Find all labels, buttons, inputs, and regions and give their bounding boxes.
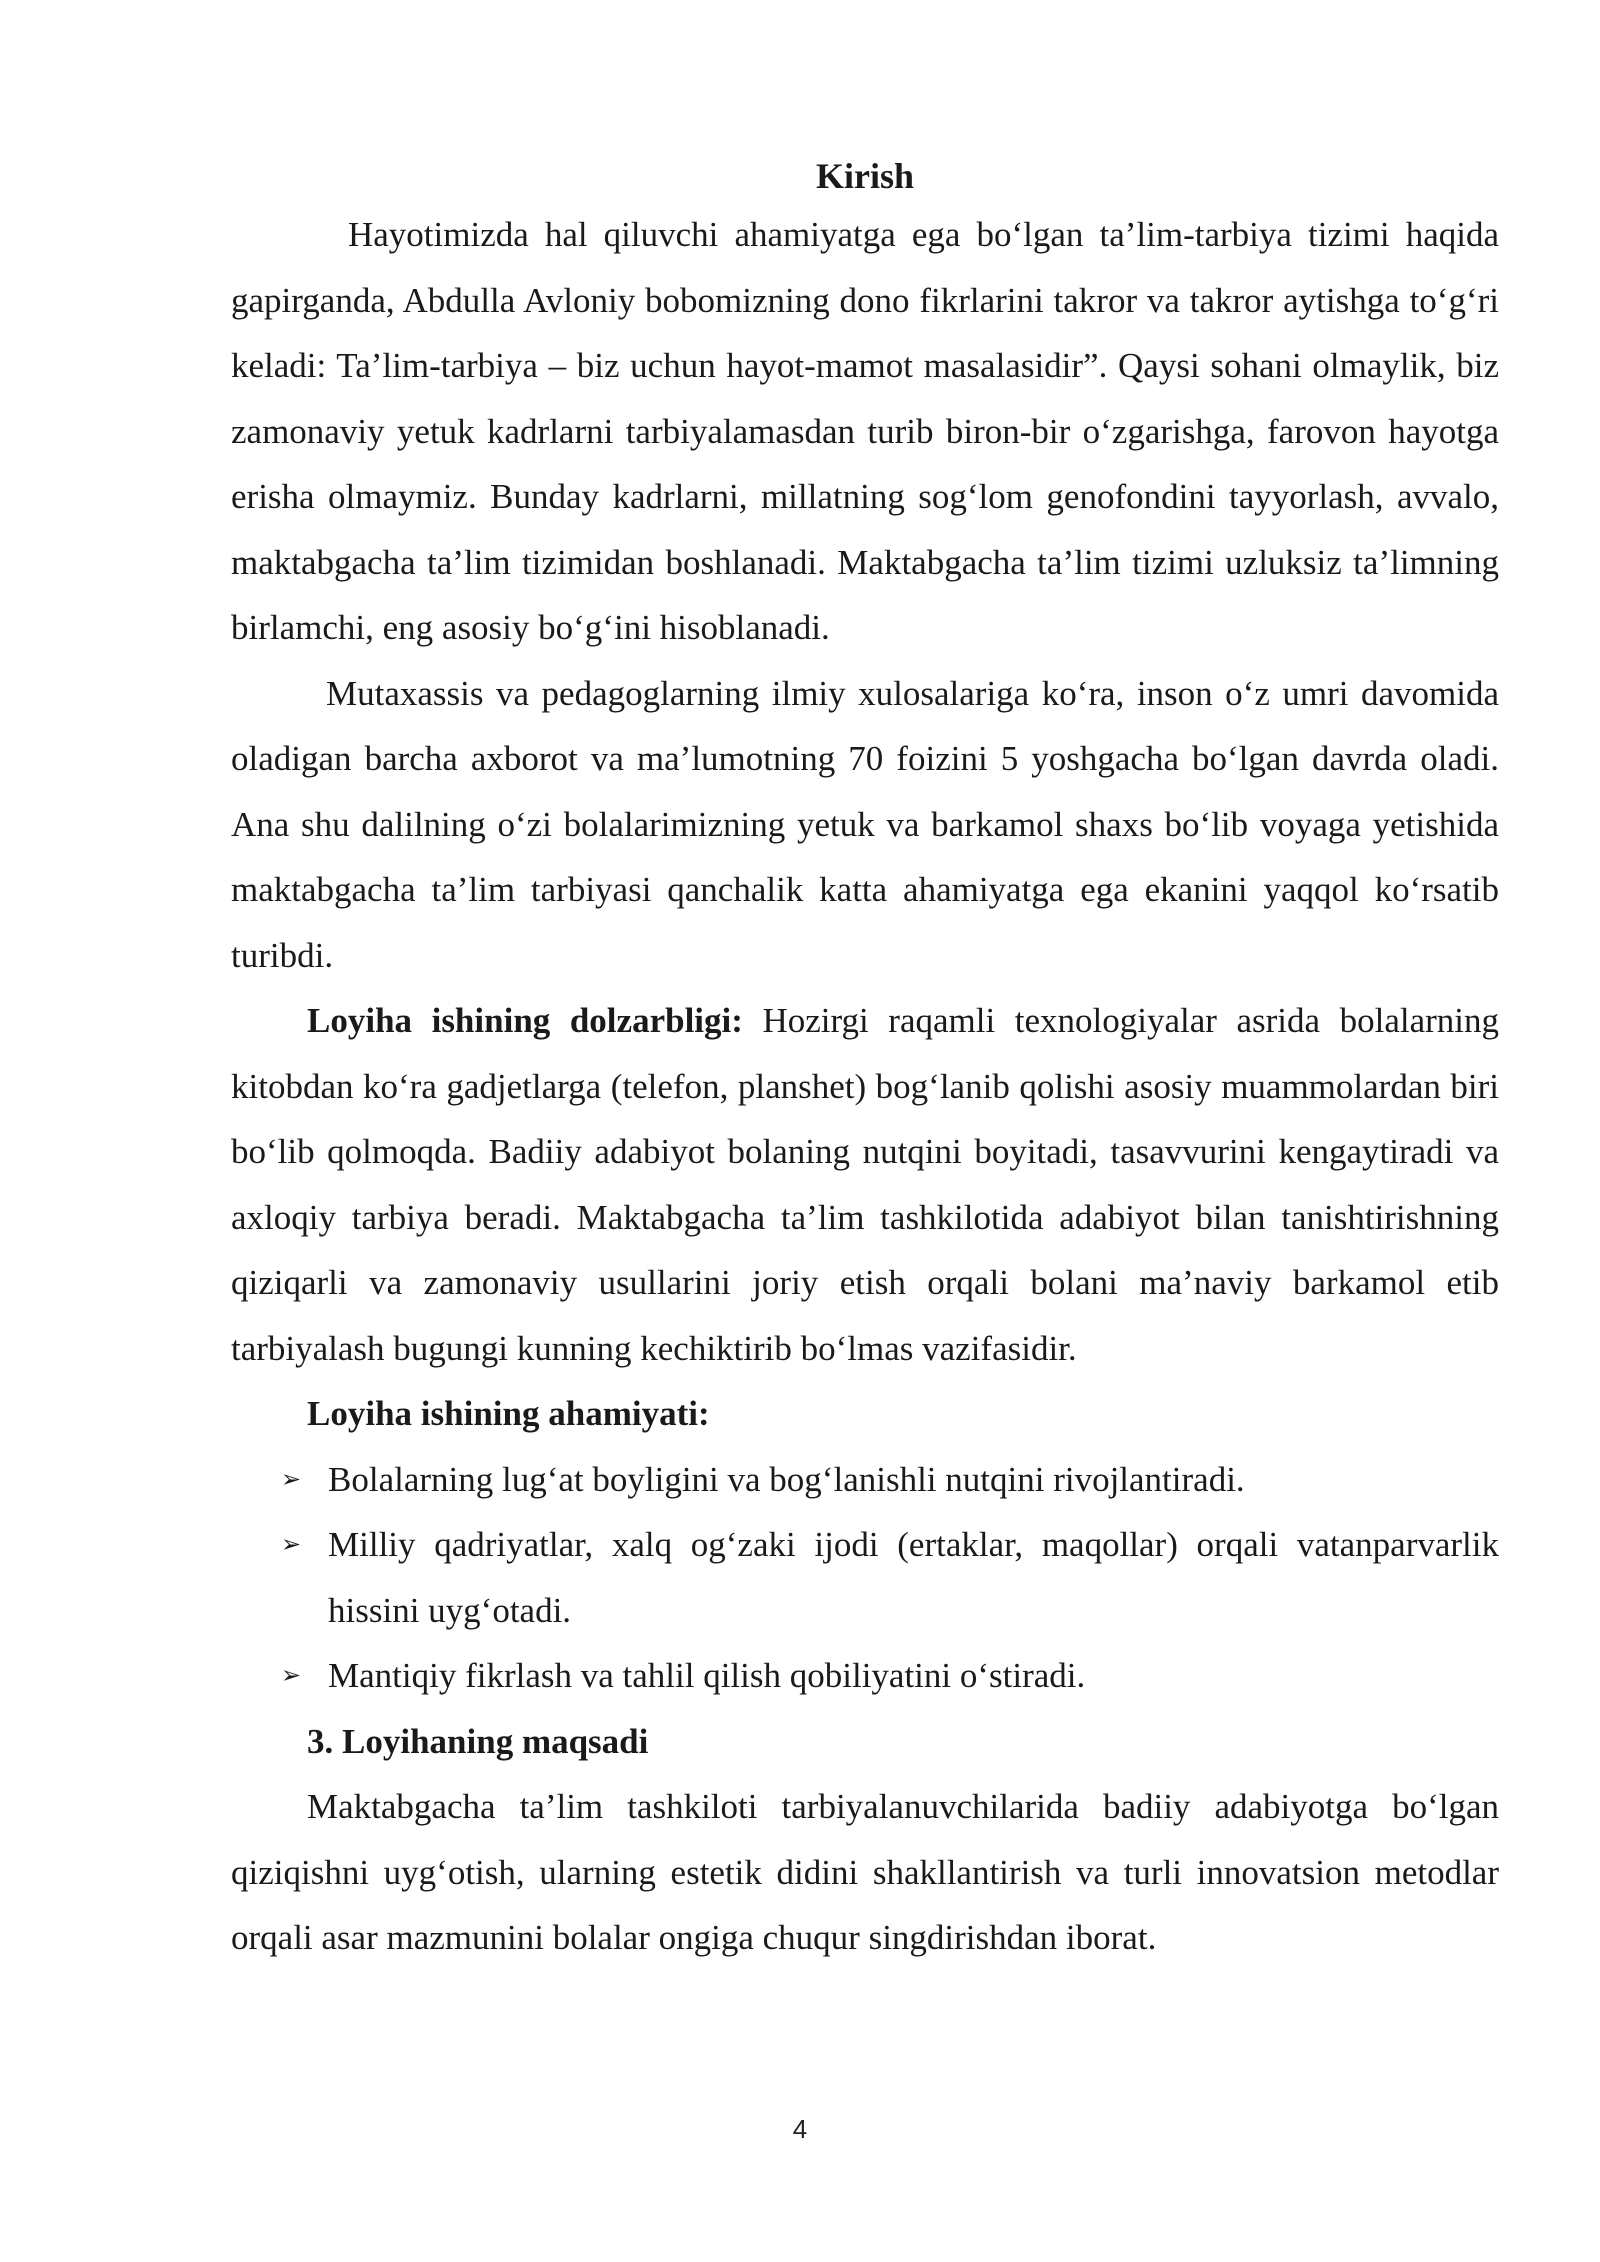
goal-paragraph: Maktabgacha ta’lim tashkiloti tarbiyalanuvchilarida badiiy adabiyotga bo‘lgan qiziqishni uyg‘otish, ularning estetik didini shakllantirish va turli innovatsion metodlar orqali asar mazmunini bolalar ongiga chuqur singdirishdan iborat. [231, 1787, 1499, 1957]
arrowhead-bullet-icon: ➢ [281, 1464, 302, 1493]
arrowhead-bullet-icon: ➢ [281, 1530, 302, 1558]
intro-paragraph-1: Hayotimizda hal qiluvchi ahamiyatga ega bo‘lgan ta’lim-tarbiya tizimi haqida gapirganda, Abdulla Avloniy bobomizning dono fikrlarini takror va takror aytishga to‘g‘ri keladi: Ta’lim-tarbiya – biz uchun hayot-mamot masalasidir”. Qaysi sohani olmaylik, biz zamonaviy yetuk kadrlarni tarbiyalamasdan turib biron-bir o‘zgarishga, farovon hayotga erisha olmaymiz. Bunday kadrlarni, millatning sog‘lom genofondini tayyorlash, avvalo, maktabgacha ta’lim tizimidan boshlanadi. Maktabgacha ta’lim tizimi uzluksiz ta’limning birlamchi, eng asosiy bo‘g‘ini hisoblanadi. [231, 215, 1499, 647]
relevance-label: Loyiha ishining dolzarbligi: [307, 1001, 743, 1040]
list-item-text: Bolalarning lug‘at boyligini va bog‘lanishli nutqini rivojlantiradi. [328, 1459, 1245, 1499]
list-item-text: Mantiqiy fikrlash va tahlil qilish qobiliyatini o‘stiradi. [328, 1656, 1086, 1695]
arrowhead-bullet-icon: ➢ [281, 1661, 302, 1689]
relevance-paragraph [231, 988, 1499, 1381]
document-page [231, 150, 1499, 1971]
intro-paragraph-2: Mutaxassis va pedagoglarning ilmiy xulosalariga ko‘ra, inson o‘z umri davomida oladigan barcha axborot va ma’lumotning 70 foizini 5 yoshgacha bo‘lgan davrda oladi. Ana shu dalilning o‘zi bolalarimizning yetuk va barkamol shaxs bo‘lib voyaga yetishida maktabgacha ta’lim tarbiyasi qanchalik katta ahamiyatga ega ekanini yaqqol ko‘rsatib turibdi. [231, 673, 1499, 975]
significance-heading: Loyiha ishining ahamiyati: [307, 1394, 710, 1433]
list-item [231, 1643, 1499, 1709]
page-number: 4 [792, 2114, 808, 2144]
relevance-text: Hozirgi raqamli texnologiyalar asrida bolalarning kitobdan ko‘ra gadjetlarga (telefon, planshet) bog‘lanib qolishi asosiy muammolardan biri bo‘lib qolmoqda. Badiiy adabiyot bolaning nutqini boyitadi, tasavvurini kengaytiradi va axloqiy tarbiya beradi. Maktabgacha ta’lim tashkilotida adabiyot bilan tanishtirishning qiziqarli va zamonaviy usullarini joriy etish orqali bolani ma’naviy barkamol etib tarbiyalash bugungi kunning kechiktirib bo‘lmas vazifasidir. [231, 1001, 1499, 1368]
goal-heading: 3. Loyihaning maqsadi [307, 1721, 649, 1761]
list-item [231, 1447, 1499, 1513]
significance-list [231, 1447, 1499, 1709]
list-item-text: Milliy qadriyatlar, xalq og‘zaki ijodi (ertaklar, maqollar) orqali vatanparvarlik hissini uyg‘otadi. [328, 1525, 1499, 1630]
list-item [231, 1512, 1499, 1643]
page-title: Kirish [815, 156, 914, 196]
